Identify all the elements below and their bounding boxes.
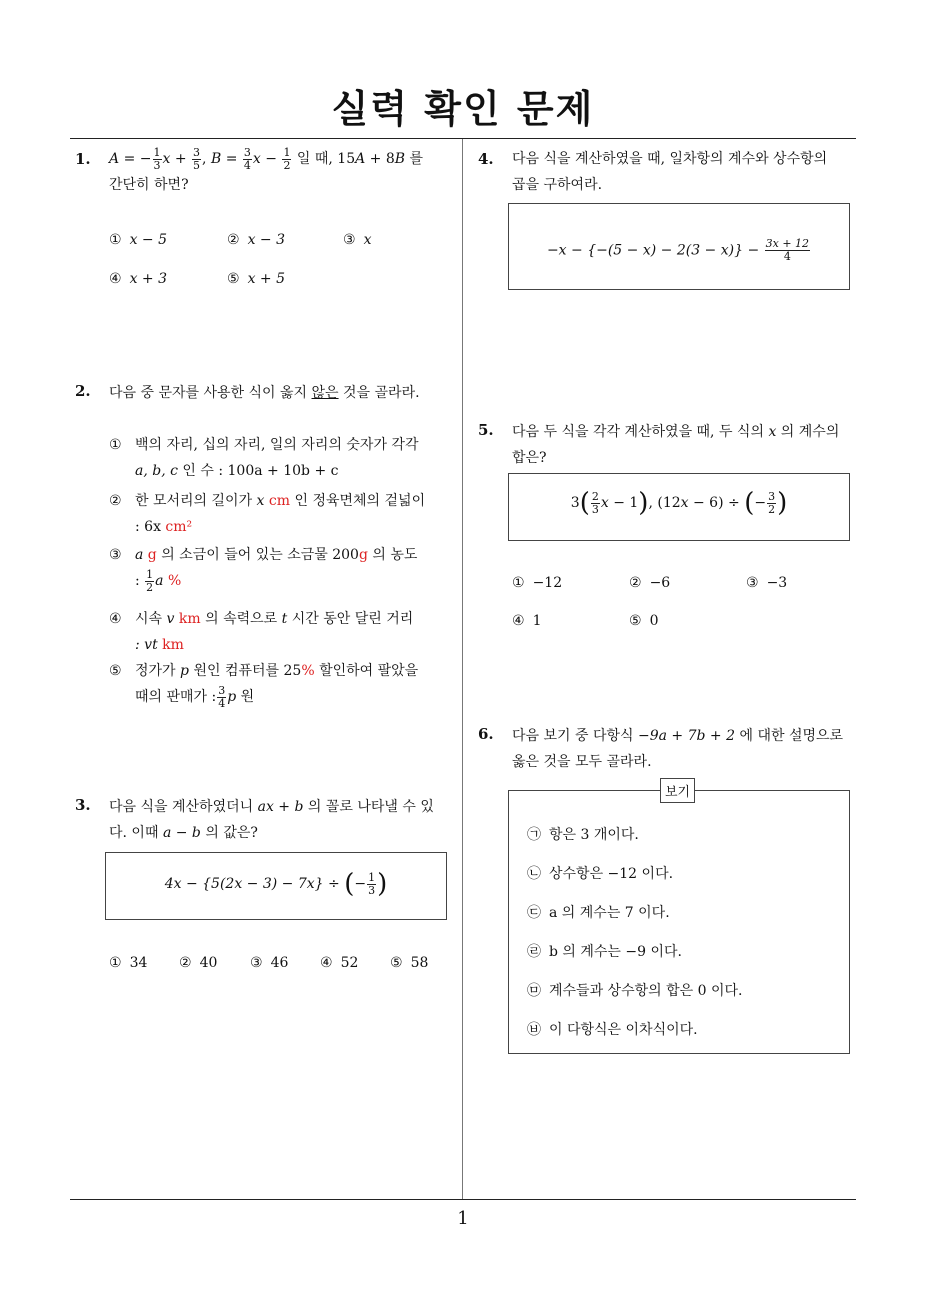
bogi-item: ㉡ 상수항은 −12 이다. bbox=[527, 866, 674, 882]
bogi-label: 보기 bbox=[660, 778, 695, 803]
question-1 bbox=[75, 145, 455, 300]
question-2: 2. 다음 중 문자를 사용한 식이 옳지 않은 것을 골라라. ① 백의 자리, 십의 자리, 일의 자리의 숫자가 각각 a, b, c 인 수 : 100a + 10b + c ② 한 모서리의 길이가 x cm 인 정육면체의 겉넓이 : 6x cm² ③ a g 의 소금이 들어 있는 소금물 200g 의 농도 : $\frac{1}{2}$ a % ④ 시속 v km 의 속력으로 t 시간 동안 달린 거리 : vt km ⑤ 정가가 p 원인 컴퓨터를 25% 할인하여 팔았을 때의 판매가 : $\frac{3}{4}$ p 원 bbox=[75, 382, 426, 710]
question-6 bbox=[478, 725, 858, 785]
question-number: 2. bbox=[75, 382, 91, 400]
question-text: 다음 식을 계산하였을 때, 일차항의 계수와 상수항의 곱을 구하여라. bbox=[512, 151, 828, 193]
column-divider bbox=[462, 139, 463, 1199]
question-number: 3. bbox=[75, 796, 91, 814]
choice-1[interactable]: ① x − 5 bbox=[109, 232, 167, 248]
choice-2[interactable]: ② x − 3 bbox=[227, 232, 285, 248]
choice-3[interactable]: ③ 46 bbox=[250, 955, 289, 971]
bogi-item: ㉥ 이 다항식은 이차식이다. bbox=[527, 1022, 698, 1038]
expression-box: −x − {−(5 − x) − 2(3 − x)} − $\frac{3x + 12}{4}$ bbox=[508, 203, 850, 290]
choice-1[interactable]: ① −12 bbox=[512, 575, 563, 591]
question-text: 다음 두 식을 각각 계산하였을 때, 두 식의 x 의 계수의 합은? bbox=[512, 424, 840, 466]
top-rule bbox=[70, 138, 856, 139]
bogi-item: ㉣ b 의 계수는 −9 이다. bbox=[527, 944, 682, 960]
bogi-item: ㉠ 항은 3 개이다. bbox=[527, 827, 639, 843]
expression: −x − {−(5 − x) − 2(3 − x)} − bbox=[546, 242, 760, 259]
question-number: 4. bbox=[478, 150, 494, 168]
expression-box bbox=[508, 473, 850, 541]
choice-3[interactable]: ③ −3 bbox=[746, 575, 788, 591]
choice-2[interactable]: ② 40 bbox=[179, 955, 218, 971]
page-title: 실력 확인 문제 bbox=[331, 87, 595, 131]
choice-4[interactable]: ④ 52 bbox=[320, 955, 359, 971]
expression: 3( $\frac{2}{3}$ x − 1), (12x − 6) ÷ (− $\frac{3}{2}$ ) bbox=[570, 488, 788, 518]
question-number: 5. bbox=[478, 421, 494, 439]
bogi-item: ㉤ 계수들과 상수항의 합은 0 이다. bbox=[527, 983, 743, 999]
choice-5[interactable]: ⑤ 58 bbox=[390, 955, 429, 971]
choice-2[interactable]: ② −6 bbox=[629, 575, 671, 591]
choice-5[interactable]: ⑤ 0 bbox=[629, 613, 659, 629]
bogi-box bbox=[508, 790, 850, 1054]
question-number: 6. bbox=[478, 725, 494, 743]
choice-1[interactable]: ① 34 bbox=[109, 955, 148, 971]
bottom-rule bbox=[70, 1199, 856, 1200]
page-number: 1 bbox=[457, 1208, 469, 1229]
choice-4[interactable]: ④ x + 3 bbox=[109, 271, 167, 287]
question-text: 다음 중 문자를 사용한 식이 옳지 않은 것을 골라라. bbox=[109, 385, 420, 401]
expression-box: 4x − {5(2x − 3) − 7x} ÷ (− $\frac{1}{3}$ ) bbox=[105, 852, 447, 920]
choice-5[interactable]: ⑤ x + 5 bbox=[227, 271, 285, 287]
choice-4[interactable]: ④ 1 bbox=[512, 613, 542, 629]
question-text: 다음 보기 중 다항식 −9a + 7b + 2 에 대한 설명으로 옳은 것을 모두 골라라. bbox=[512, 728, 844, 770]
question-5 bbox=[478, 421, 858, 481]
question-text: 다음 식을 계산하였더니 ax + b 의 꼴로 나타낼 수 있 다. 이때 a − b 의 값은? bbox=[109, 799, 434, 841]
bogi-item: ㉢ a 의 계수는 7 이다. bbox=[527, 905, 670, 921]
question-number: 1. bbox=[75, 150, 91, 168]
expression: 4x − {5(2x − 3) − 7x} ÷ bbox=[164, 876, 340, 892]
question-4 bbox=[478, 150, 858, 210]
question-text: A = − $\frac{1}{3}$ x + $\frac{3}{5}$ , B = $\frac{3}{4}$ x − $\frac{1}{2}$ 일 때, 15A + 8B 를 간단히 하면? bbox=[109, 145, 424, 193]
choice-3[interactable]: ③ x bbox=[343, 232, 372, 248]
